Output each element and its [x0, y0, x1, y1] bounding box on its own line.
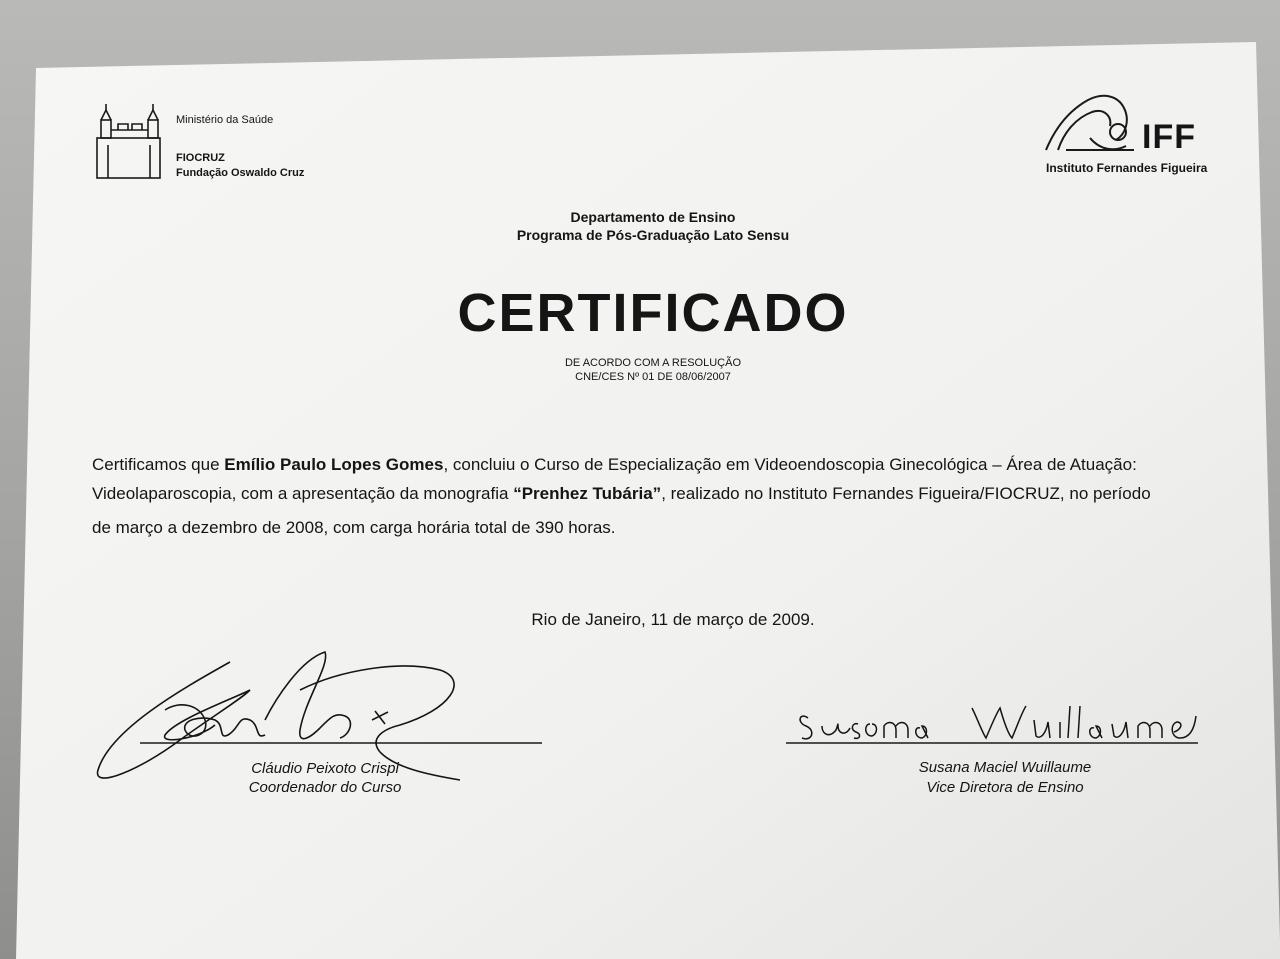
institution-label: FIOCRUZ — [176, 152, 225, 164]
resolution-line-2: CNE/CES Nº 01 DE 08/06/2007 — [575, 371, 731, 383]
iff-logo-text: IFF — [1142, 118, 1196, 156]
body-text: , realizado no Instituto Fernandes Figueira/FIOCRUZ, no período — [661, 484, 1151, 503]
place-and-date: Rio de Janeiro, 11 de março de 2009. — [531, 610, 815, 629]
foundation-label: Fundação Oswaldo Cruz — [176, 167, 305, 179]
certificate-title: CERTIFICADO — [457, 283, 849, 343]
recipient-name: Emílio Paulo Lopes Gomes — [224, 455, 444, 474]
signatory-name-left: Cláudio Peixoto Crispi — [251, 760, 399, 777]
body-text: Videolaparoscopia, com a apresentação da monografia — [92, 484, 514, 503]
signatory-name-right: Susana Maciel Wuillaume — [918, 759, 1092, 776]
body-text: , concluiu o Curso de Especialização em Videoendoscopia Ginecológica – Área de Atuação: — [443, 455, 1137, 474]
handwritten-signature-right — [800, 706, 1196, 739]
signatory-role-right: Vice Diretora de Ensino — [926, 779, 1084, 796]
body-text: Certificamos que — [92, 455, 225, 474]
department-heading: Departamento de Ensino — [570, 209, 736, 225]
thesis-title: “Prenhez Tubária” — [513, 484, 662, 503]
signatory-role-left: Coordenador do Curso — [248, 779, 402, 796]
program-heading: Programa de Pós-Graduação Lato Sensu — [516, 227, 790, 243]
certificate-body-line-3: de março a dezembro de 2008, com carga horária total de 390 horas. — [92, 518, 616, 537]
resolution-line-1: DE ACORDO COM A RESOLUÇÃO — [564, 357, 742, 369]
iff-institute-name: Instituto Fernandes Figueira — [1046, 161, 1208, 175]
ministry-label: Ministério da Saúde — [176, 114, 274, 126]
